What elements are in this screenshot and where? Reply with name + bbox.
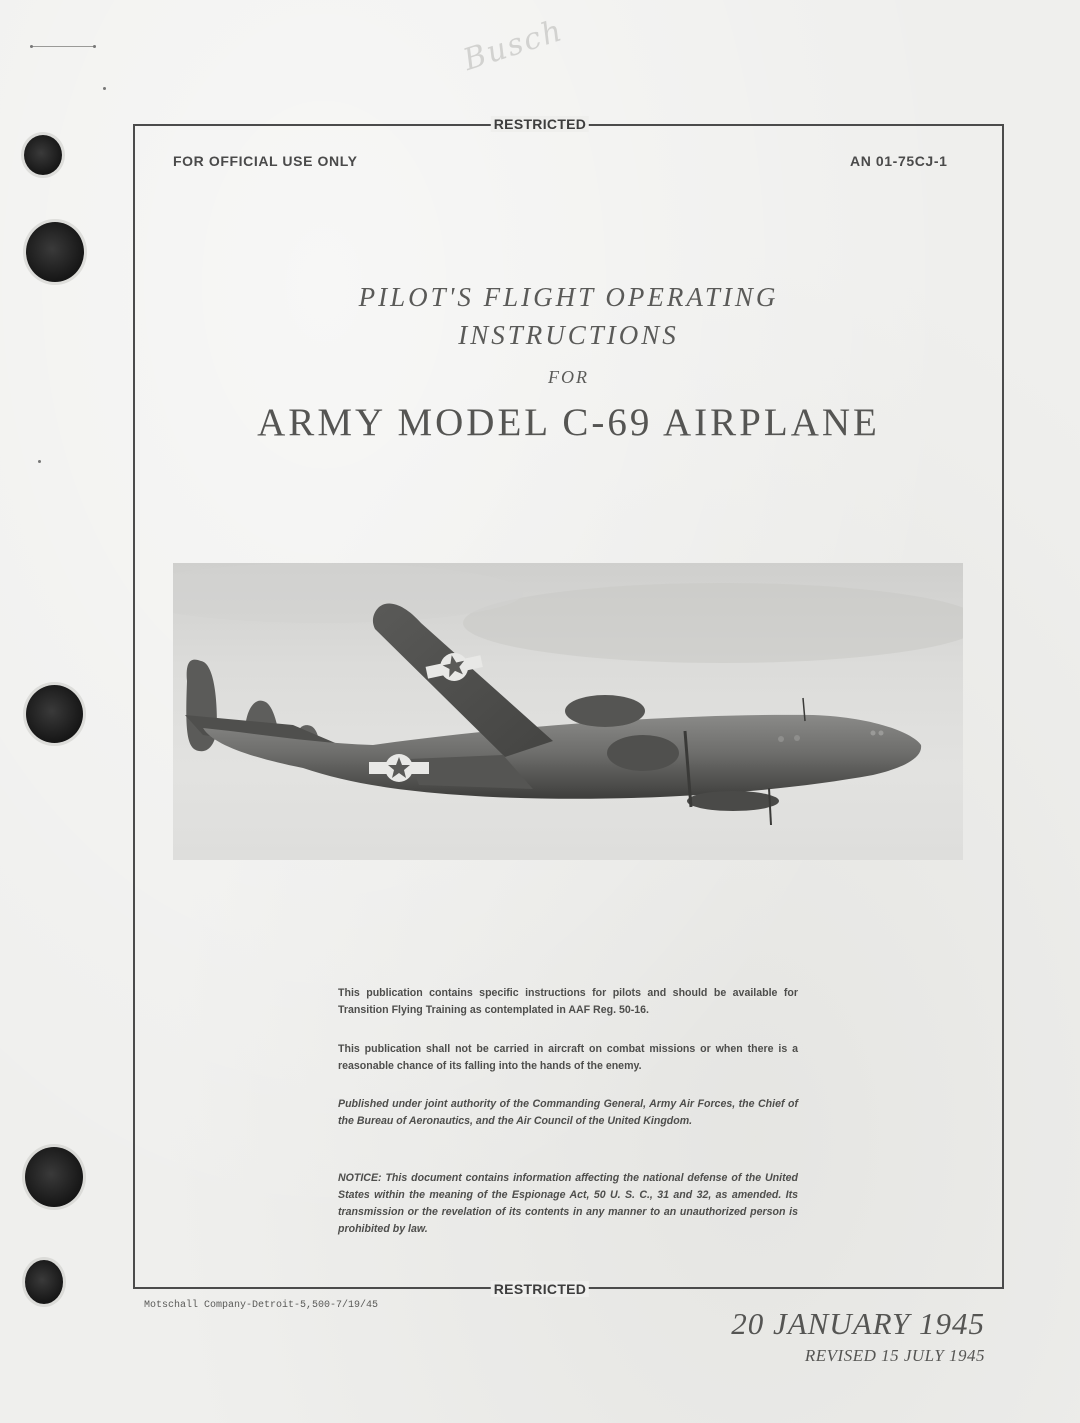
punch-hole (26, 685, 83, 743)
punch-hole (26, 222, 84, 282)
official-use-label: FOR OFFICIAL USE ONLY (173, 153, 358, 169)
pencil-annotation: Busch (459, 12, 568, 79)
classification-marking-top: RESTRICTED (491, 116, 589, 132)
notice-paragraph-authority: Published under joint authority of the Commanding General, Army Air Forces, the Chief of the Bureau of Aeronautics, and the Air Council of the United Kingdom. (338, 1098, 798, 1127)
title-line-1: PILOT'S FLIGHT OPERATING (358, 282, 779, 312)
notice-paragraph-espionage: NOTICE: This document contains information affecting the national defense of the United States within the meaning of the Espionage Act, 50 U. S. C., 31 and 32, as amended. Its transmission or the revelation of its contents in any manner to an unauthorized person is prohibited by law. (338, 1172, 798, 1235)
punch-hole (24, 135, 62, 175)
aircraft-photograph (173, 563, 963, 860)
revision-date: REVISED 15 JULY 1945 (804, 1346, 985, 1365)
title-line-3: FOR (548, 367, 589, 387)
punch-hole (25, 1260, 63, 1304)
publication-date: 20 JANUARY 1945 (731, 1306, 985, 1341)
margin-dot (93, 45, 96, 48)
printer-imprint: Motschall Company-Detroit-5,500-7/19/45 (144, 1300, 379, 1311)
title-line-2: INSTRUCTIONS (458, 320, 679, 350)
margin-dot (38, 460, 41, 463)
margin-dot (30, 45, 33, 48)
punch-hole (25, 1147, 83, 1207)
notice-paragraph-training: This publication contains specific instructions for pilots and should be available for Transition Flying Training as contemplated in AAF Reg. 50-16. (338, 987, 798, 1016)
title-main-model: ARMY MODEL C-69 AIRPLANE (257, 401, 880, 444)
document-number: AN 01-75CJ-1 (850, 153, 948, 169)
margin-dot (103, 87, 106, 90)
notice-paragraph-combat: This publication shall not be carried in aircraft on combat missions or when there is a reasonable chance of its falling into the hands of the enemy. (338, 1043, 798, 1072)
airplane-illustration (173, 563, 963, 860)
margin-pen-mark (30, 46, 94, 47)
classification-marking-bottom: RESTRICTED (491, 1281, 589, 1297)
